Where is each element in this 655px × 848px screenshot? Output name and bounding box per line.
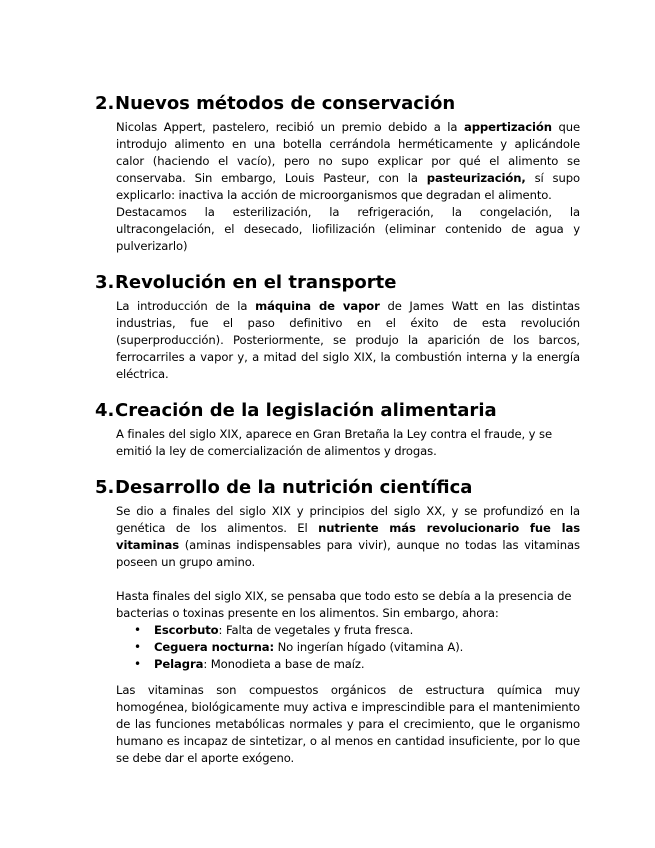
section-legislacion: [95, 400, 580, 460]
section-heading: [95, 272, 580, 294]
paragraph: [116, 503, 580, 571]
text-run: No ingerían hígado (vitamina A).: [273, 640, 464, 654]
section-body: [116, 426, 580, 460]
section-nutricion: [95, 477, 580, 767]
paragraph: [116, 298, 580, 383]
bold-term: máquina de vapor: [255, 299, 380, 313]
text-run: Se dio a finales del siglo XIX y principios del siglo XX, y se profundizó en la genética de los alimentos. El: [116, 504, 580, 535]
section-heading: [95, 400, 580, 422]
section-number: 4.: [95, 400, 115, 421]
section-title: Revolución en el transporte: [115, 272, 397, 293]
section-title: Nuevos métodos de conservación: [115, 93, 456, 114]
text-run: : Monodieta a base de maíz.: [203, 657, 365, 671]
section-heading: [95, 477, 580, 499]
section-conservacion: [95, 93, 580, 255]
text-run: La introducción de la: [116, 299, 256, 313]
paragraph: Hasta finales del siglo XIX, se pensaba que todo esto se debía a la presencia de bacterias o toxinas presente en los alimentos. Sin embargo, ahora:: [116, 589, 572, 620]
list-item: [116, 622, 580, 639]
text-run: : Falta de vegetales y fruta fresca.: [218, 623, 414, 637]
section-heading: [95, 93, 580, 115]
section-title: Creación de la legislación alimentaria: [115, 400, 497, 421]
bold-term: Pelagra: [154, 657, 204, 671]
paragraph: [116, 119, 580, 204]
paragraph: Las vitaminas son compuestos orgánicos de estructura química muy homogénea, biológicamente muy activa e imprescindible para el mantenimiento de las funciones metabólicas normales y para el crecimiento, que le organismo humano es incapaz de sintetizar, o al menos en cantidad insuficiente, por lo que se debe dar el aporte exógeno.: [116, 683, 580, 765]
bold-term: appertización: [464, 120, 552, 134]
bold-term: nutriente más revolucionario fue las vitaminas: [116, 521, 580, 552]
text-run: de James Watt en las distintas industrias, fue el paso definitivo en el éxito de esta revolución (superproducción). Posteriormente, se produjo la aparición de los barcos, ferrocarriles a vapor y, a mitad del siglo XIX, la combustión interna y la energía eléctrica.: [116, 299, 580, 381]
bold-term: Escorbuto: [154, 623, 219, 637]
list-item: [116, 656, 580, 673]
bullet-list: [116, 622, 580, 673]
bold-term: pasteurización,: [426, 171, 526, 185]
section-number: 2.: [95, 93, 115, 114]
section-title: Desarrollo de la nutrición científica: [115, 477, 473, 498]
section-body: [116, 119, 580, 255]
bold-term: Ceguera nocturna:: [154, 640, 274, 654]
paragraph: A finales del siglo XIX, aparece en Gran Bretaña la Ley contra el fraude, y se emitió la ley de comercialización de alimentos y drogas.: [116, 427, 552, 458]
list-item: [116, 639, 580, 656]
section-number: 3.: [95, 272, 115, 293]
paragraph: Destacamos la esterilización, la refrigeración, la congelación, la ultracongelación, el desecado, liofilización (eliminar contenido de agua y pulverizarlo): [116, 205, 580, 253]
section-number: 5.: [95, 477, 115, 498]
text-run: que introdujo alimento en una botella cerrándola herméticamente y aplicándole calor (haciendo el vacío), pero no supo explicar por qué el alimento se conservaba. Sin embargo, Louis Pasteur, con la: [116, 120, 580, 185]
section-transporte: [95, 272, 580, 383]
text-run: Nicolas Appert, pastelero, recibió un premio debido a la: [116, 120, 464, 134]
section-body: [116, 503, 580, 767]
text-run: sí supo explicarlo: inactiva la acción de microorganismos que degradan el alimento.: [116, 171, 580, 202]
section-body: [116, 298, 580, 383]
text-run: (aminas indispensables para vivir), aunque no todas las vitaminas poseen un grupo amino.: [116, 538, 580, 569]
